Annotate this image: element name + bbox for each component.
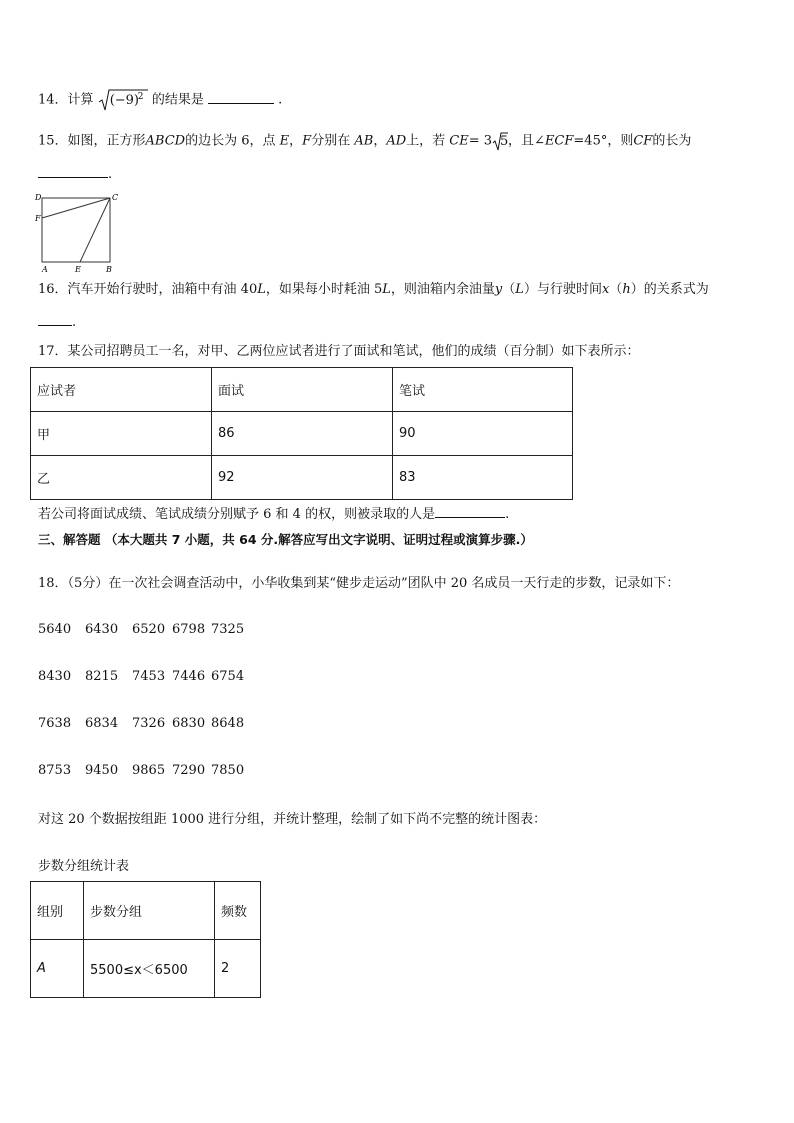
q18-intro: 18．（5分）在一次社会调查活动中，小华收集到某“健步走运动”团队中 20 名成员一天行走的步数，记录如下： bbox=[38, 576, 680, 591]
answer-blank[interactable] bbox=[208, 102, 274, 104]
answer-blank[interactable] bbox=[435, 516, 505, 518]
header-cell: 面试 bbox=[212, 368, 393, 412]
answer-blank[interactable] bbox=[38, 176, 108, 178]
q15-text: = 3 bbox=[468, 133, 493, 149]
q15-text: 的边长为 6，点 bbox=[185, 133, 276, 149]
header-cell: 频数 bbox=[215, 882, 261, 940]
score-table bbox=[30, 367, 573, 500]
data-value: 7850 bbox=[211, 763, 245, 778]
q17-after-text: 若公司将面试成绩、笔试成绩分别赋予 6 和 4 的权，则被录取的人是 bbox=[38, 507, 436, 522]
data-value: 8215 bbox=[85, 669, 119, 684]
q18-table-title: 步数分组统计表 bbox=[38, 859, 130, 874]
table-row bbox=[31, 412, 573, 456]
data-value: 9450 bbox=[85, 763, 119, 778]
data-row bbox=[38, 621, 244, 639]
q15-ecf: ECF bbox=[544, 133, 574, 149]
q16-var-y: y bbox=[494, 282, 503, 297]
exponent: 2 bbox=[137, 92, 144, 102]
q14-end: . bbox=[278, 92, 283, 108]
data-value: 7453 bbox=[132, 669, 166, 684]
data-value: 6754 bbox=[211, 669, 245, 684]
label-d: D bbox=[35, 193, 42, 202]
table-row bbox=[31, 456, 573, 500]
question-16 bbox=[38, 281, 709, 299]
table-cell: 83 bbox=[393, 456, 573, 500]
question-14 bbox=[38, 88, 282, 112]
data-row bbox=[38, 762, 244, 780]
q15-text: 的长为 bbox=[652, 133, 692, 149]
data-value: 7446 bbox=[172, 669, 206, 684]
label-a: A bbox=[42, 265, 48, 274]
q15-text: ， bbox=[373, 133, 387, 149]
q15-e: E bbox=[279, 133, 290, 149]
q15-cf: CF bbox=[633, 133, 653, 149]
q16-unit: L bbox=[515, 282, 524, 297]
data-value: 6834 bbox=[85, 716, 119, 731]
q15-ce: CE bbox=[449, 133, 469, 149]
data-value: 6430 bbox=[85, 622, 119, 637]
label-c: C bbox=[112, 193, 119, 202]
q16-text: （ bbox=[502, 282, 516, 297]
q15-end: . bbox=[108, 167, 113, 182]
sqrt-5 bbox=[492, 131, 508, 151]
table-cell: 92 bbox=[212, 456, 393, 500]
q15-text: ， bbox=[289, 133, 303, 149]
q16-text: ）与行驶时间 bbox=[523, 282, 602, 297]
q16-answer-line bbox=[38, 314, 76, 332]
data-value: 6520 bbox=[132, 622, 166, 637]
answer-blank[interactable] bbox=[38, 324, 72, 326]
q15-f: F bbox=[302, 133, 312, 149]
q16-var-x: x bbox=[601, 282, 610, 297]
q15-ab: AB bbox=[354, 133, 374, 149]
header-cell: 应试者 bbox=[31, 368, 212, 412]
section-title: 三、解答题 bbox=[38, 532, 101, 547]
question-15 bbox=[38, 131, 691, 151]
q16-text: ，如果每小时耗油 5 bbox=[265, 282, 383, 297]
q14-prefix: 14．计算 bbox=[38, 92, 94, 108]
data-value: 7638 bbox=[38, 716, 72, 731]
q14-suffix: 的结果是 bbox=[151, 92, 204, 108]
data-row bbox=[38, 715, 244, 733]
data-value: 8753 bbox=[38, 763, 72, 778]
table-header-row bbox=[31, 882, 261, 940]
data-row bbox=[38, 668, 244, 686]
table-header-row bbox=[31, 368, 573, 412]
table-cell: 90 bbox=[393, 412, 573, 456]
q15-text: 分别在 bbox=[311, 133, 351, 149]
q17-intro: 17．某公司招聘员工一名，对甲、乙两位应试者进行了面试和笔试，他们的成绩（百分制）如下表所示： bbox=[38, 344, 640, 359]
step-group-table bbox=[30, 881, 261, 998]
table-cell: 甲 bbox=[31, 412, 212, 456]
label-e: E bbox=[75, 265, 81, 274]
section-3-heading bbox=[38, 531, 533, 549]
data-value: 6798 bbox=[172, 622, 206, 637]
q16-unit: L bbox=[382, 282, 391, 297]
q15-text: ，则 bbox=[607, 133, 634, 149]
data-value: 8648 bbox=[211, 716, 245, 731]
q16-text: 16．汽车开始行驶时，油箱中有油 40 bbox=[38, 282, 258, 297]
q15-abcd: ABCD bbox=[145, 133, 186, 149]
table-cell: A bbox=[31, 940, 84, 998]
radicand: (−9) bbox=[109, 93, 139, 108]
label-b: B bbox=[106, 265, 112, 274]
table-row bbox=[31, 940, 261, 998]
section-note: （本大题共 7 小题，共 64 分.解答应写出文字说明、证明过程或演算步骤.） bbox=[104, 532, 533, 547]
header-cell: 步数分组 bbox=[84, 882, 215, 940]
label-f: F bbox=[35, 214, 41, 223]
q16-unit: L bbox=[257, 282, 266, 297]
header-cell: 组别 bbox=[31, 882, 84, 940]
table-cell: 86 bbox=[212, 412, 393, 456]
header-cell: 笔试 bbox=[393, 368, 573, 412]
data-value: 5640 bbox=[38, 622, 72, 637]
q15-text: ，且∠ bbox=[508, 133, 545, 149]
table-cell: 5500≤x＜6500 bbox=[84, 940, 215, 998]
q17-end: . bbox=[505, 507, 510, 522]
sqrt-radicand: 5 bbox=[500, 134, 509, 149]
data-value: 9865 bbox=[132, 763, 166, 778]
table-cell: 乙 bbox=[31, 456, 212, 500]
q16-text: ）的关系式为 bbox=[630, 282, 709, 297]
q15-text: 上，若 bbox=[406, 133, 446, 149]
square-figure bbox=[34, 192, 122, 274]
table-cell: 2 bbox=[215, 940, 261, 998]
q15-ad: AD bbox=[386, 133, 407, 149]
q16-text: （ bbox=[609, 282, 623, 297]
data-value: 7325 bbox=[211, 622, 245, 637]
data-value: 7290 bbox=[172, 763, 206, 778]
q15-answer-line bbox=[38, 166, 112, 184]
q15-text: =45° bbox=[573, 133, 608, 149]
q16-end: . bbox=[72, 315, 77, 330]
q16-unit: h bbox=[622, 282, 631, 297]
data-value: 7326 bbox=[132, 716, 166, 731]
q16-text: ，则油箱内余油量 bbox=[390, 282, 495, 297]
q17-after bbox=[38, 506, 509, 524]
q18-group-text: 对这 20 个数据按组距 1000 进行分组，并统计整理，绘制了如下尚不完整的统计图表： bbox=[38, 812, 547, 827]
data-value: 6830 bbox=[172, 716, 206, 731]
q15-text: 15．如图，正方形 bbox=[38, 133, 146, 149]
data-value: 8430 bbox=[38, 669, 72, 684]
sqrt-expression bbox=[98, 88, 148, 112]
